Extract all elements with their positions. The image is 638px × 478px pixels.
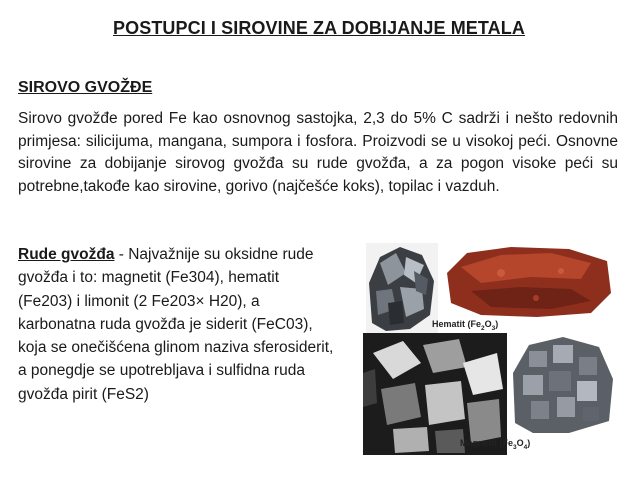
hematite-caption: Hematit $(Fe_2O_3)$ [432,319,499,332]
ore-term: Rude gvožđa [18,246,115,263]
ore-paragraph [18,243,336,406]
intro-paragraph: Sirovo gvožđe pored Fe kao osnovnog sastojka, 2,3 do 5% C sadrži i nešto redovnih primjesa: silicijuma, mangana, sumpora i fosfora. Proizvodi se u visokoj peći. Osnovne sirovine za dobijanje sirovog gvožđa su rude gvožđa, a za pogon visoke peći su potrebne,takođe kao sirovine, gorivo (najčešće koks), topilac i vazduh. [18,110,618,195]
magnetite-caption: Magnetit $(Fe_3O_4)$ [460,438,531,451]
magnetite-photo [509,333,618,437]
ore-description: - Najvažnije su oksidne rude gvožđa i to: magnetit (Fe304), hematit (Fe203) i limonit (2 Fe203× H20), a karbonatna ruda gvožđa je siderit (FeC03), koja se onečišćena glinom naziva sferosiderit, a ponegdje se upotrebljava i sulfidna ruda gvožđa pirit (FeS2) [18,246,334,403]
hematite-photo [441,243,616,319]
slide-title: POSTUPCI I SIROVINE ZA DOBIJANJE METALA [113,18,525,38]
ore-photo-dark [366,243,438,333]
section-heading: SIROVO GVOŽĐE [18,79,153,96]
ore-photo-crystals [363,333,507,455]
